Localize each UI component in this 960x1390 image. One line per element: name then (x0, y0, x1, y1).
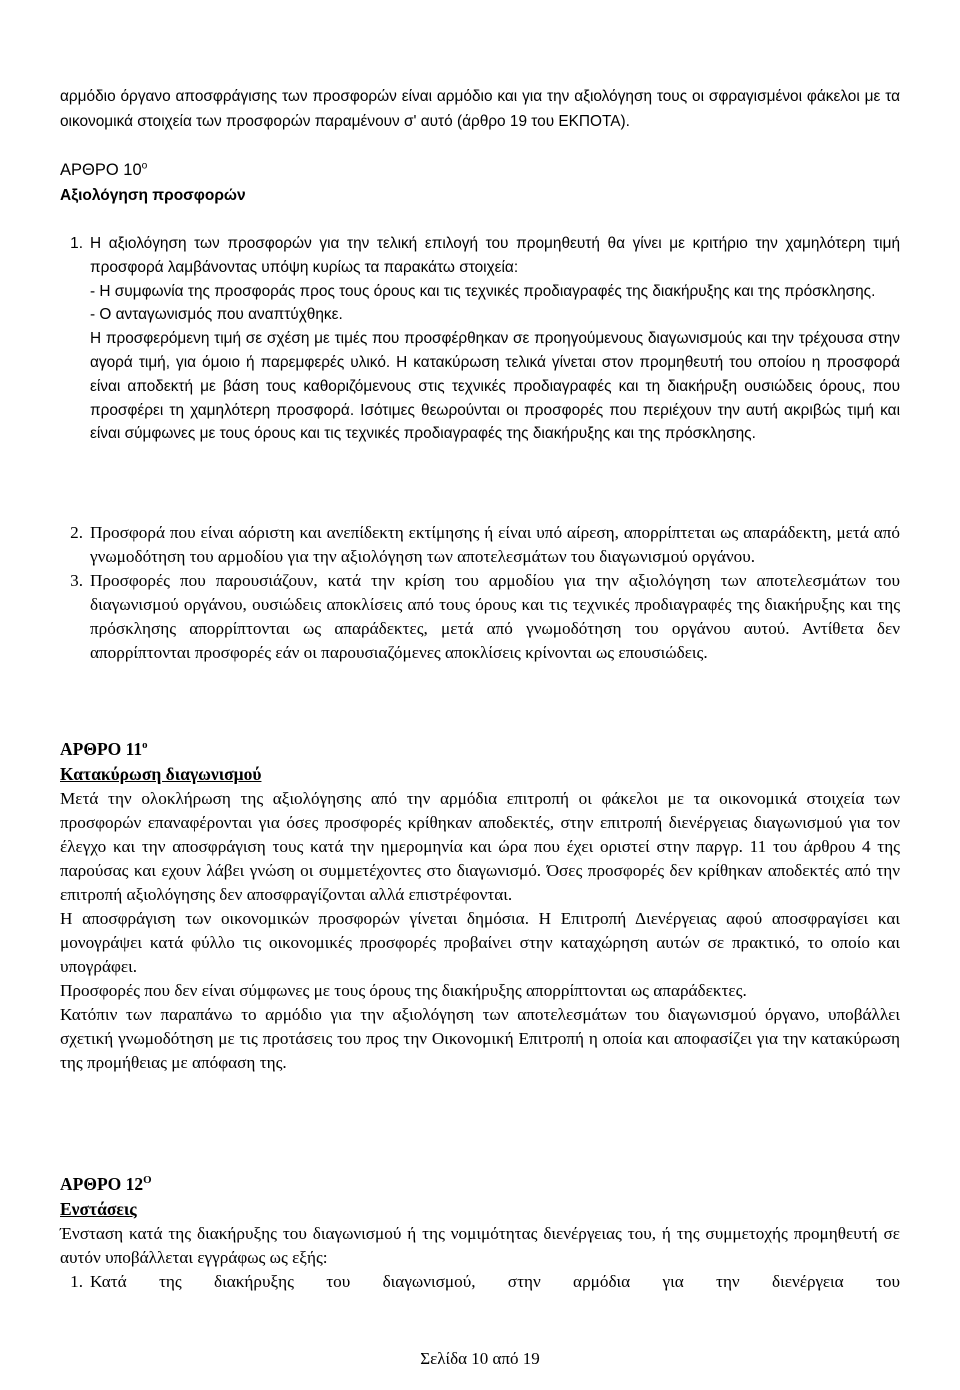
intro-paragraph: αρμόδιο όργανο αποσφράγισης των προσφορών είναι αρμόδιο και για την αξιολόγηση τους οι σφραγισμένοι φάκελοι με τα οικονομικά στοιχεία των προσφορών παραμένουν σ' αυτό (άρθρο 19 του ΕΚΠΟΤΑ). (60, 88, 900, 130)
article-11-paragraph-4: Κατόπιν των παραπάνω το αρμόδιο για την αξιολόγηση των αποτελεσμάτων του διαγωνισμού όργανο, υποβάλλει σχετική γνωμοδότηση με τις προτάσεις του προς την Οικονομική Επιτροπή η οποία και αποφασίζει για την κατακύρωση της προμήθειας με απόφαση της. (60, 1005, 900, 1072)
article-10-list (42, 232, 900, 446)
article-12-subtitle: Ενστάσεις (60, 1199, 137, 1219)
article-10-item-1 (42, 232, 900, 446)
list-number: 1. (70, 235, 83, 252)
article-10-item-2-text: Προσφορά που είναι αόριστη και ανεπίδεκτη εκτίμησης ή είναι υπό αίρεση, απορρίπτεται ως απαράδεκτη, μετά από γνωμοδότηση του αρμοδίου για την αξιολόγηση των αποτελεσμάτων του διαγωνισμού οργάνου. (90, 523, 900, 566)
article-11-paragraph-2: Η αποσφράγιση των οικονομικών προσφορών γίνεται δημόσια. Η Επιτροπή Διενέργειας αφού αποσφραγίσει και μονογράψει κατά φύλλο τις οικονομικές προσφορές προβαίνει στην καταχώρηση αυτών σε πρακτικό, το οποίο και υπογράφει. (60, 909, 900, 976)
article-11-paragraph-3: Προσφορές που δεν είναι σύμφωνες με τους όρους της διακήρυξης απορρίπτονται ως απαράδεκτες. (60, 981, 747, 1000)
article-12-title: ΑΡΘΡΟ 12 (60, 1174, 144, 1194)
article-10-title: ΑΡΘΡΟ 10 (60, 161, 142, 179)
item-1-line-1: Η αξιολόγηση των προσφορών για την τελική επιλογή του προμηθευτή θα γίνει με κριτήριο την χαμηλότερη τιμή προσφορά λαμβάνοντας υπόψη κυρίως τα παρακάτω στοιχεία: (90, 235, 900, 276)
page-number-footer: Σελίδα 10 από 19 (420, 1349, 540, 1368)
article-10-subtitle: Αξιολόγηση προσφορών (60, 187, 246, 204)
article-10-item-2 (42, 521, 900, 569)
item-1-line-3: - Ο ανταγωνισμός που αναπτύχθηκε. (90, 306, 343, 324)
article-11-heading (60, 737, 900, 761)
list-number: 3. (70, 571, 83, 590)
article-12-list (42, 1270, 900, 1294)
article-10-item-3-text: Προσφορές που παρουσιάζουν, κατά την κρίση του αρμοδίου για την αξιολόγηση των αποτελεσμάτων του διαγωνισμού οργάνου, ουσιώδεις αποκλίσεις από τους όρους και τις τεχνικές προδιαγραφές της διακήρυξης και της πρόσκλησης απορρίπτονται ως απαράδεκτες, μετά από γνωμοδότηση του οργάνου αυτού. Αντίθετα δεν απορρίπτονται προσφορές εάν οι παρουσιαζόμενες αποκλίσεις κρίνονται ως επουσιώδεις. (90, 571, 900, 662)
article-12-heading (60, 1172, 900, 1196)
article-12-paragraph: Ένσταση κατά της διακήρυξης του διαγωνισμού ή της νομιμότητας διενέργειας του, ή της συμμετοχής προμηθευτή σε αυτόν υποβάλλεται εγγράφως ως εξής: (60, 1224, 900, 1267)
item-1-line-4: Η προσφερόμενη τιμή σε σχέση με τιμές που προσφέρθηκαν σε προηγούμενους διαγωνισμούς και την τρέχουσα στην αγορά τιμή, για όμοιο ή παρεμφερές υλικό. Η κατακύρωση τελικά γίνεται στον προμηθευτή του οποίου η προσφορά είναι αποδεκτή με βάση τους καθοριζόμενους στις τεχνικές προδιαγραφές και τη διακήρυξη ουσιώδεις όρους, που προσφέρει τη χαμηλότερη προσφορά. Ισότιμες θεωρούνται οι προσφορές που περιέχουν την αυτή ακριβώς τιμή και είναι σύμφωνες με τους όρους και τις τεχνικές προδιαγραφές της διακήρυξης και της πρόσκλησης. (90, 330, 900, 443)
article-11-title-sup: ο (142, 739, 148, 752)
article-10-item-3 (42, 569, 900, 665)
article-12-item-1-text: Κατά της διακήρυξης του διαγωνισμού, στην αρμόδια για την διενέργεια του (90, 1272, 900, 1291)
item-1-line-2: - Η συμφωνία της προσφοράς προς τους όρους και τις τεχνικές προδιαγραφές της διακήρυξης και της πρόσκλησης. (90, 282, 876, 300)
article-10-list-serif (42, 521, 900, 665)
article-12-title-sup: Ο (143, 1174, 152, 1187)
article-11-subtitle: Κατακύρωση διαγωνισμού (60, 764, 262, 784)
article-12-body (60, 1222, 900, 1270)
article-11-title: ΑΡΘΡΟ 11 (60, 739, 143, 759)
article-11-paragraph-1: Μετά την ολοκλήρωση της αξιολόγησης από την αρμόδια επιτροπή οι φάκελοι με τα οικονομικά στοιχεία των προσφορών επαναφέρονται για όσες προσφορές κρίθηκαν αποδεκτές, στην επιτροπή διενέργειας διαγωνισμού για τον έλεγχο και την αποσφράγιση τους κατά την ημερομηνία και ώρα που έχει οριστεί στην παργρ. 11 του άρθρου 4 της παρούσας και εχουν λάβει γνώση οι συμμετέχοντες στο διαγωνισμό. Όσες προσφορές δεν κρίθηκαν αποδεκτές από την επιτροπή αξιολόγησης δεν αποσφραγίζονται αλλά επιστρέφονται. (60, 789, 900, 904)
list-number: 1. (70, 1272, 83, 1291)
article-10-heading (60, 158, 900, 182)
article-10-title-sup: ο (141, 160, 148, 172)
article-12-item-1 (42, 1270, 900, 1294)
article-11-body (60, 787, 900, 1075)
list-number: 2. (70, 523, 83, 542)
